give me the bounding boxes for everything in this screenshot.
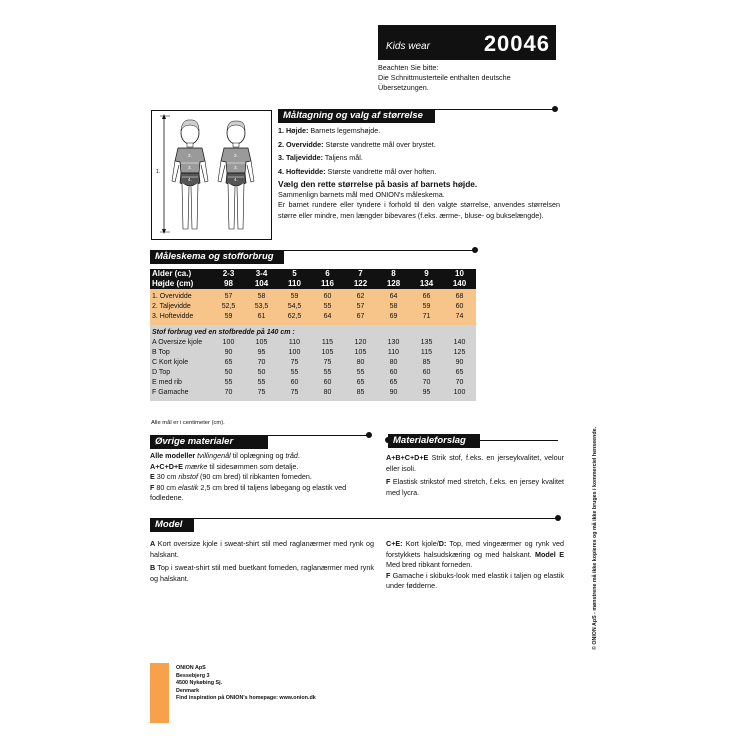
measurement-instructions	[278, 126, 560, 221]
footer-street: Bessebjerg 3	[176, 672, 210, 679]
table-cell: 55	[311, 368, 344, 378]
model-line	[150, 539, 374, 560]
table-cell: 60	[377, 368, 410, 378]
table-cell: 59	[212, 312, 245, 322]
table-row-fabric	[150, 368, 476, 378]
table-cell: 60	[410, 368, 443, 378]
bold-text: A	[150, 539, 156, 548]
table-cell: 61	[245, 312, 278, 322]
table-cell: 71	[410, 312, 443, 322]
table-cell: 57	[212, 292, 245, 302]
table-cell: 55	[344, 368, 377, 378]
table-cell: 110	[278, 279, 311, 289]
table-cell: 7	[344, 269, 377, 279]
bold-text: F	[150, 482, 155, 492]
table-cell: 65	[443, 368, 476, 378]
table-cell: 60	[311, 292, 344, 302]
bold-text: Alle modeller	[150, 451, 196, 460]
header-box	[378, 25, 556, 60]
section-header-model: Model	[150, 518, 194, 532]
table-cell: 105	[344, 348, 377, 358]
text: Med bred ribkant forneden.	[386, 560, 473, 569]
material-line	[150, 472, 372, 483]
table-cell: 98	[212, 279, 245, 289]
measure-item-text: Største vandrette mål over hoften.	[327, 166, 437, 176]
table-cell: 57	[344, 302, 377, 312]
table-cell: 140	[443, 279, 476, 289]
italic-text: ribstof	[178, 472, 198, 481]
section-header-other-materials: Øvrige materialer	[150, 435, 268, 449]
section-dot	[552, 106, 558, 112]
material-line	[150, 483, 372, 504]
table-row-label: A Oversize kjole	[150, 338, 212, 348]
figure-label-3: 3.	[188, 165, 192, 170]
table-cell: 100	[212, 338, 245, 348]
copyright-side-text	[592, 410, 602, 650]
table-cell: 140	[443, 338, 476, 348]
table-cell: 75	[278, 388, 311, 398]
table-cell: 59	[278, 292, 311, 302]
table-cell: 64	[311, 312, 344, 322]
footer-city: 4500 Nykøbing Sj.	[176, 680, 223, 687]
figure-label-4: 4.	[188, 177, 192, 182]
compare-text: Sammenlign barnets mål med ONION's måleskema.	[278, 189, 445, 199]
table-cell: 8	[377, 269, 410, 279]
table-cell: 10	[443, 269, 476, 279]
table-row-body	[150, 292, 476, 302]
table-cell: 122	[344, 279, 377, 289]
text: 2,5 cm bred til taljens løbegang og elastik ved fodledene.	[150, 482, 347, 502]
section-rule	[194, 518, 556, 519]
table-cell: 80	[311, 388, 344, 398]
table-cell: 59	[410, 302, 443, 312]
fabric-suggestions-text	[386, 453, 564, 498]
copyright-text: © ONION ApS - mønstrene må ikke kopieres og må ikke bruges i kommerciel henseende.	[592, 426, 598, 650]
table-cell: 90	[377, 388, 410, 398]
table-cell: 115	[311, 338, 344, 348]
text: Top i sweat-shirt stil med buetkant forneden, raglanærmer med rynk og halskant.	[150, 563, 374, 583]
table-cell: 60	[278, 378, 311, 388]
model-line	[386, 539, 564, 571]
measure-item-num: 2. Overvidde:	[278, 139, 324, 149]
section-rule	[284, 250, 474, 251]
table-cell: 65	[377, 378, 410, 388]
section-dot	[555, 515, 561, 521]
fabric-header-cell: Stof forbrug ved en stofbredde på 140 cm :	[150, 328, 476, 338]
table-cell: 65	[212, 358, 245, 368]
table-row-height	[150, 279, 476, 289]
table-cell: 58	[377, 302, 410, 312]
text: Top, med vingeærmer og rynk ved forstykkets halsudskæring og med halskant.	[386, 539, 564, 559]
table-cell: 9	[410, 269, 443, 279]
bold-text: F	[386, 570, 391, 580]
text: 30 cm	[156, 472, 177, 481]
text: Kort kjole/	[405, 539, 439, 548]
section-header-fabric: Materialeforslag	[388, 434, 480, 448]
footer-company: ONION ApS	[176, 665, 206, 671]
text: .	[297, 451, 300, 460]
footer-accent-bar	[150, 663, 169, 723]
table-cell: 2-3	[212, 269, 245, 279]
text: (90 cm bred) til ribkanten forneden.	[199, 472, 312, 481]
table-cell: 55	[278, 368, 311, 378]
table-cell: 75	[278, 358, 311, 368]
category-label: Kids wear	[386, 41, 430, 52]
table-cell: 3-4	[245, 269, 278, 279]
bold-text: D:	[438, 539, 447, 548]
size-table-body	[150, 269, 476, 401]
measure-item	[278, 140, 560, 151]
table-cell: 104	[245, 279, 278, 289]
section-dot	[366, 432, 372, 438]
table-cell: 110	[377, 348, 410, 358]
figure-label-2: 2.	[234, 153, 238, 158]
text: til oplægning og	[232, 451, 284, 460]
bold-text: E	[150, 472, 155, 481]
italic-text: mærke	[184, 461, 208, 471]
table-spacer	[150, 398, 476, 401]
table-cell: 90	[212, 348, 245, 358]
language-notice	[378, 63, 568, 93]
model-line	[150, 563, 374, 584]
material-line	[150, 462, 372, 473]
model-description-left	[150, 539, 374, 584]
text: Elastisk strikstof med stretch, f.eks. en jersey kvalitet med lycra.	[386, 477, 565, 497]
table-row-body	[150, 302, 476, 312]
table-row-age	[150, 269, 476, 279]
table-row-fabric-header	[150, 328, 476, 338]
table-row-fabric	[150, 378, 476, 388]
measure-item	[278, 126, 560, 137]
table-cell: 70	[410, 378, 443, 388]
table-cell: 67	[344, 312, 377, 322]
section-rule	[268, 435, 368, 436]
text: Kort oversize kjole i sweat-shirt stil med raglanærmer med rynk og halskant.	[150, 539, 374, 559]
table-cell: 58	[245, 292, 278, 302]
table-cell: 80	[377, 358, 410, 368]
measurement-figure	[151, 110, 272, 240]
table-cell: 68	[443, 292, 476, 302]
table-cell: 95	[410, 388, 443, 398]
figure-label-3: 3.	[234, 165, 238, 170]
other-materials-text	[150, 451, 372, 504]
measure-item	[278, 167, 560, 178]
table-cell: 85	[344, 388, 377, 398]
table-cell: 54,5	[278, 302, 311, 312]
fabric-line	[386, 453, 564, 474]
children-illustration	[152, 111, 271, 239]
table-cell: 135	[410, 338, 443, 348]
table-cell: 65	[344, 378, 377, 388]
notice-line: Die Schnittmusterteile enthalten deutsche	[378, 73, 511, 82]
measure-item-text: Største vandrette mål over brystet.	[325, 139, 436, 149]
table-cell: 125	[443, 348, 476, 358]
table-cell: 90	[443, 358, 476, 368]
table-cell: 52,5	[212, 302, 245, 312]
table-cell: 110	[278, 338, 311, 348]
notice-line: Übersetzungen.	[378, 83, 429, 92]
table-cell: 6	[311, 269, 344, 279]
table-row-label: E med rib	[150, 378, 212, 388]
table-cell: 75	[245, 388, 278, 398]
advice-text: Er barnet rundere eller tyndere i forhold til den valgte størrelse, anvendes størrelsen større eller mindre, men længder bibevares (f.eks. ærme-, bluse- og bukselængde).	[278, 200, 560, 220]
fabric-line	[386, 477, 564, 498]
figure-label-4: 4.	[234, 177, 238, 182]
table-cell: 100	[278, 348, 311, 358]
table-cell: 53,5	[245, 302, 278, 312]
table-cell: 115	[410, 348, 443, 358]
model-description-right	[386, 539, 564, 592]
table-row-label: D Top	[150, 368, 212, 378]
text: 80 cm	[156, 482, 176, 492]
bold-text: C+E:	[386, 539, 403, 548]
table-cell: 70	[212, 388, 245, 398]
table-cell: 62	[344, 292, 377, 302]
table-cell: 55	[311, 302, 344, 312]
table-cell: 134	[410, 279, 443, 289]
material-line	[150, 451, 372, 462]
section-header-size-chart: Måleskema og stofforbrug	[150, 250, 284, 264]
bold-text: B	[150, 563, 156, 572]
table-row-label: C Kort kjole	[150, 358, 212, 368]
measure-item-num: 4. Hoftevidde:	[278, 166, 326, 176]
table-cell: 74	[443, 312, 476, 322]
table-cell: 60	[311, 378, 344, 388]
table-cell: 100	[443, 388, 476, 398]
measure-item-num: 1. Højde:	[278, 126, 309, 135]
notice-line: Beachten Sie bitte:	[378, 63, 439, 72]
measure-item	[278, 153, 560, 164]
table-cell: 105	[245, 338, 278, 348]
footer-country: Denmark	[176, 687, 200, 694]
section-header-measure: Måltagning og valg af størrelse	[278, 109, 435, 123]
table-cell: 70	[443, 378, 476, 388]
measure-item-num: 3. Taljevidde:	[278, 153, 324, 162]
table-cell: 130	[377, 338, 410, 348]
table-row-label: Alder (ca.)	[150, 269, 212, 279]
section-dot	[472, 247, 478, 253]
bold-text: F	[386, 477, 391, 486]
section-rule	[435, 109, 553, 110]
size-choice-headline: Vælg den rette størrelse på basis af barnets højde.	[278, 179, 478, 189]
text: til sidesømmen som detalje.	[209, 461, 299, 471]
footer-web[interactable]: Find inspiration på ONION's homepage: www.onion.dk	[176, 695, 316, 702]
table-cell: 116	[311, 279, 344, 289]
table-row-label: Højde (cm)	[150, 279, 212, 289]
table-cell: 75	[311, 358, 344, 368]
table-cell: 70	[245, 358, 278, 368]
pattern-number: 20046	[483, 31, 550, 56]
table-row-fabric	[150, 338, 476, 348]
table-cell: 69	[377, 312, 410, 322]
table-cell: 55	[245, 378, 278, 388]
table-note: Alle mål er i centimeter (cm).	[151, 420, 225, 426]
table-cell: 66	[410, 292, 443, 302]
size-table	[150, 269, 476, 401]
table-cell: 120	[344, 338, 377, 348]
table-row-body	[150, 312, 476, 322]
table-row-label: F Gamache	[150, 388, 212, 398]
table-cell: 5	[278, 269, 311, 279]
table-row-label: 1. Overvidde	[150, 292, 212, 302]
table-cell: 80	[344, 358, 377, 368]
bold-text: Model E	[535, 549, 564, 559]
figure-label-1: 1.	[156, 169, 161, 175]
table-cell: 128	[377, 279, 410, 289]
text: Strik stof, f.eks. en jerseykvalitet, velour eller isoli.	[386, 453, 564, 473]
table-cell: 62,5	[278, 312, 311, 322]
bold-text: A+C+D+E	[150, 461, 183, 471]
italic-text: elastik	[177, 482, 199, 492]
table-row-fabric	[150, 388, 476, 398]
table-cell: 85	[410, 358, 443, 368]
text: Gamache i skibuks-look med elastik i taljen og elastik under fødderne.	[386, 570, 564, 590]
table-cell: 50	[212, 368, 245, 378]
table-cell: 55	[212, 378, 245, 388]
measure-item-text: Barnets legemshøjde.	[310, 126, 381, 135]
table-row-fabric	[150, 358, 476, 368]
table-cell: 50	[245, 368, 278, 378]
table-cell: 95	[245, 348, 278, 358]
footer-address	[176, 665, 316, 703]
table-cell: 105	[311, 348, 344, 358]
model-line	[386, 571, 564, 592]
table-row-fabric	[150, 348, 476, 358]
table-cell: 60	[443, 302, 476, 312]
table-cell: 64	[377, 292, 410, 302]
figure-label-2: 2.	[188, 153, 192, 158]
table-row-label: B Top	[150, 348, 212, 358]
table-row-label: 2. Taljevidde	[150, 302, 212, 312]
italic-text: tvillingenål	[197, 451, 231, 460]
bold-text: A+B+C+D+E	[386, 453, 429, 462]
italic-text: tråd	[285, 451, 298, 460]
measure-item-text: Taljens mål.	[324, 153, 363, 162]
table-row-label: 3. Hoftevidde	[150, 312, 212, 322]
